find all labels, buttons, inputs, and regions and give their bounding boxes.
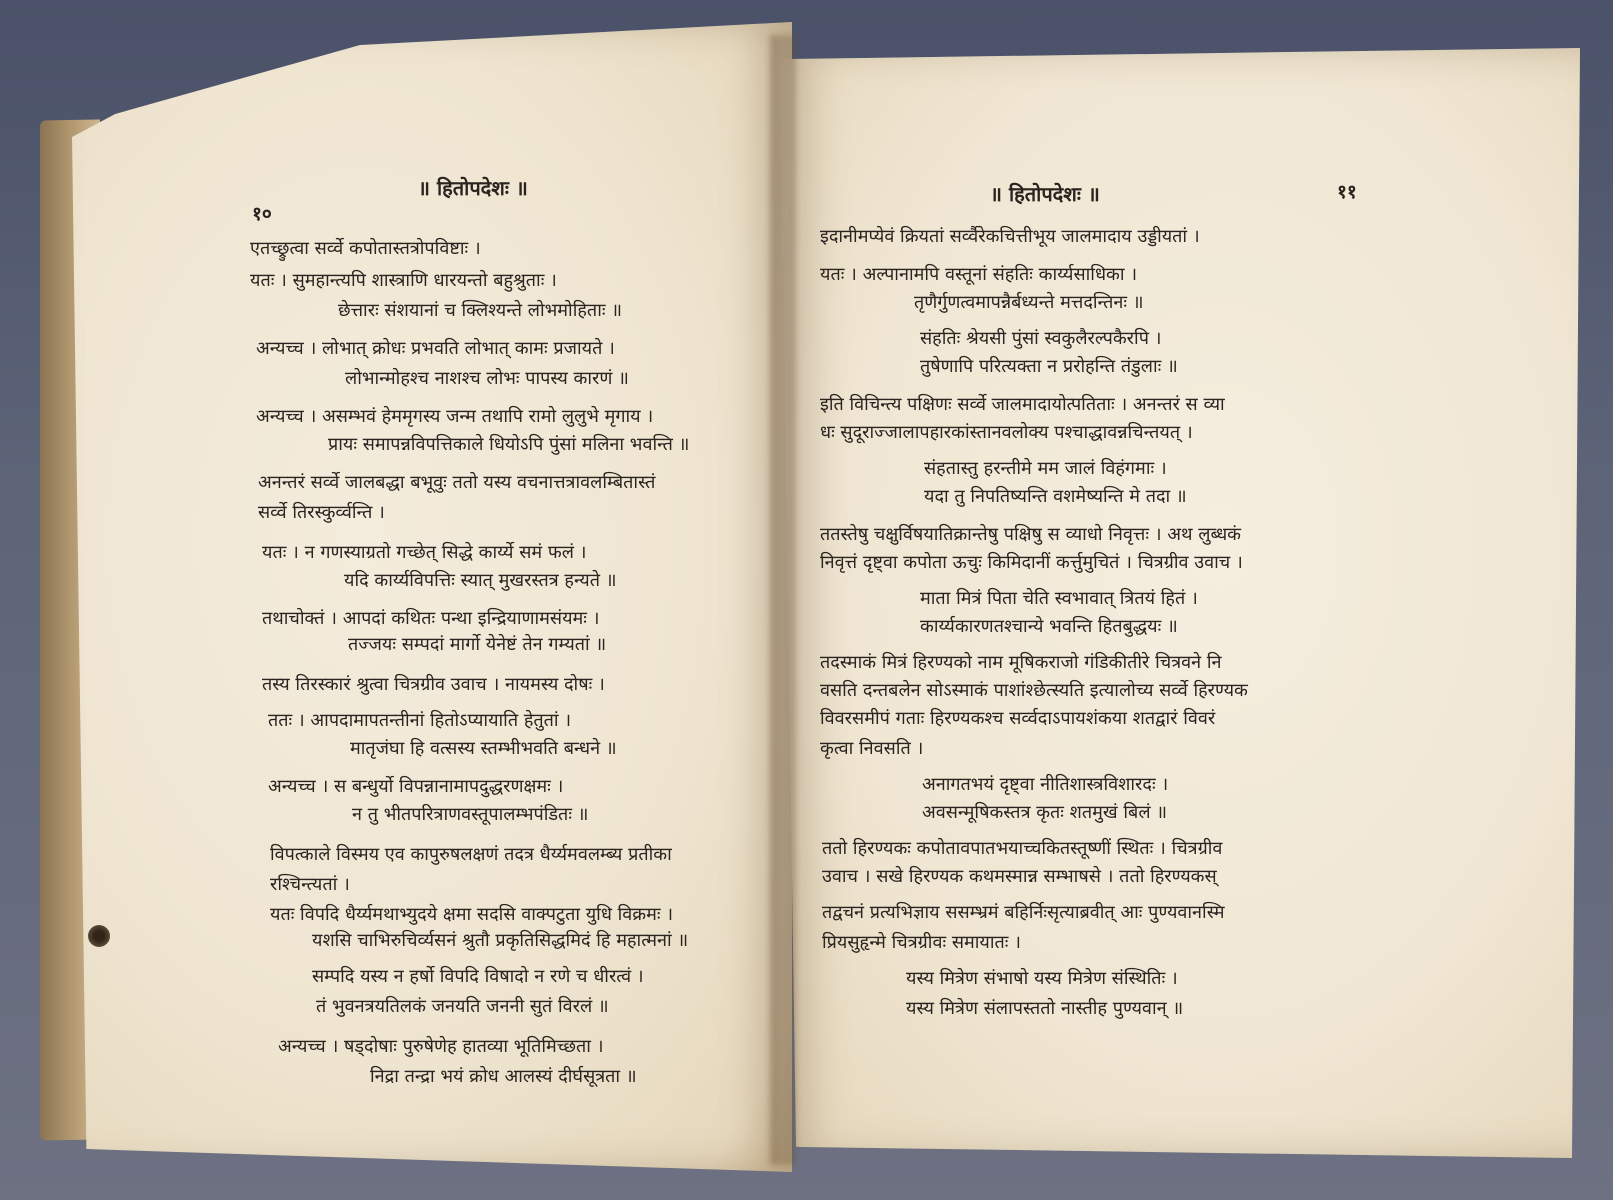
left-line: सम्पदि यस्य न हर्षो विपदि विषादो न रणे च धीरत्वं । xyxy=(312,966,644,987)
right-line: उवाच । सखे हिरण्यक कथमस्मान्न सम्भाषसे । ततो हिरण्यकस् xyxy=(822,866,1217,887)
right-line: इति विचिन्त्य पक्षिणः सर्व्वे जालमादायोत्पतिताः । अनन्तरं स व्या xyxy=(820,394,1225,415)
left-line: यतः विपदि धैर्य्यमथाभ्युदये क्षमा सदसि वाक्पटुता युधि विक्रमः । xyxy=(270,904,674,925)
right-line: यतः । अल्पानामपि वस्तूनां संहतिः कार्य्यसाधिका । xyxy=(820,264,1138,285)
left-line: अन्यच्च । लोभात् क्रोधः प्रभवति लोभात् कामः प्रजायते । xyxy=(256,338,615,359)
left-page-header: ॥ हितोपदेशः ॥ xyxy=(418,176,528,200)
left-line: ततः । आपदामापतन्तीनां हितोऽप्यायाति हेतुतां । xyxy=(268,710,572,731)
left-line: रश्चिन्त्यतां । xyxy=(270,874,350,895)
right-line: निवृत्तं दृष्ट्वा कपोता ऊचुः किमिदानीं कर्त्तुमुचितं । चित्रग्रीव उवाच । xyxy=(820,552,1243,573)
left-line: यतः । न गणस्याग्रतो गच्छेत् सिद्धे कार्य्ये समं फलं । xyxy=(262,542,587,563)
left-line: निद्रा तन्द्रा भयं क्रोध आलस्यं दीर्घसूत्रता ॥ xyxy=(370,1066,637,1087)
left-line: विपत्काले विस्मय एव कापुरुषलक्षणं तदत्र धैर्य्यमवलम्ब्य प्रतीका xyxy=(270,844,672,865)
left-line: अन्यच्च । स बन्धुर्यो विपन्नानामापदुद्धरणक्षमः । xyxy=(268,776,564,797)
left-line: एतच्छ्रुत्वा सर्व्वे कपोतास्तत्रोपविष्टाः । xyxy=(250,238,481,259)
right-line: कार्य्यकारणतश्चान्ये भवन्ति हितबुद्धयः ॥ xyxy=(920,616,1178,637)
right-line: तृणैर्गुणत्वमापन्नैर्बध्यन्ते मत्तदन्तिनः ॥ xyxy=(914,292,1144,313)
right-line: यदा तु निपतिष्यन्ति वशमेष्यन्ति मे तदा ॥ xyxy=(924,486,1187,507)
left-line: तं भुवनत्रयतिलकं जनयति जननी सुतं विरलं ॥ xyxy=(316,996,609,1017)
right-line: तुषेणापि परित्यक्ता न प्ररोहन्ति तंडुलाः ॥ xyxy=(920,356,1178,377)
left-line: प्रायः समापन्नविपत्तिकाले धियोऽपि पुंसां मलिना भवन्ति ॥ xyxy=(328,434,690,455)
ink-stain xyxy=(88,925,110,947)
right-line: संहतास्तु हरन्तीमे मम जालं विहंगमाः । xyxy=(924,458,1167,479)
right-line: प्रियसुहृन्मे चित्रग्रीवः समायातः । xyxy=(822,932,1021,953)
right-line: इदानीमप्येवं क्रियतां सर्व्वैरेकचित्तीभूय जालमादाय उड्डीयतां । xyxy=(820,226,1200,247)
left-line: तज्जयः सम्पदां मार्गो येनेष्टं तेन गम्यतां ॥ xyxy=(348,634,607,655)
left-line: यदि कार्य्यविपत्तिः स्यात् मुखरस्तत्र हन्यते ॥ xyxy=(344,570,617,591)
left-page-number: १० xyxy=(252,203,272,225)
left-line: मातृजंघा हि वत्सस्य स्तम्भीभवति बन्धने ॥ xyxy=(350,738,617,759)
right-line: माता मित्रं पिता चेति स्वभावात् त्रितयं हितं । xyxy=(920,588,1198,609)
right-line: संहतिः श्रेयसी पुंसां स्वकुलैरल्पकैरपि । xyxy=(920,328,1162,349)
left-line: छेत्तारः संशयानां च क्लिश्यन्ते लोभमोहिताः ॥ xyxy=(338,300,622,321)
right-line: यस्य मित्रेण संभाषो यस्य मित्रेण संस्थितिः । xyxy=(906,968,1178,989)
left-line: न तु भीतपरित्राणवस्तूपालम्भपंडितः ॥ xyxy=(352,804,589,825)
right-line: कृत्वा निवसति । xyxy=(820,738,924,759)
left-line: अन्यच्च । षड्दोषाः पुरुषेणेह हातव्या भूतिमिच्छता । xyxy=(278,1036,604,1057)
right-page-number: ११ xyxy=(1337,181,1357,203)
right-line: धः सुदूराज्जालापहारकांस्तानवलोक्य पश्चाद्धावन्नचिन्तयत् । xyxy=(820,422,1193,443)
left-line: यतः । सुमहान्त्यपि शास्त्राणि धारयन्तो बहुश्रुताः । xyxy=(250,270,557,291)
right-line: तदस्माकं मित्रं हिरण्यको नाम मूषिकराजो गंडिकीतीरे चित्रवने नि xyxy=(820,652,1222,673)
left-line: सर्व्वे तिरस्कुर्व्वन्ति । xyxy=(258,502,385,523)
left-line: लोभान्मोहश्च नाशश्च लोभः पापस्य कारणं ॥ xyxy=(345,368,629,389)
right-line: अवसन्मूषिकस्तत्र कृतः शतमुखं बिलं ॥ xyxy=(922,802,1168,823)
left-line: तस्य तिरस्कारं श्रुत्वा चित्रग्रीव उवाच । नायमस्य दोषः । xyxy=(262,674,605,695)
left-line: अनन्तरं सर्व्वे जालबद्धा बभूवुः ततो यस्य वचनात्तत्रावलम्बितास्तं xyxy=(258,472,656,493)
right-page-header: ॥ हितोपदेशः ॥ xyxy=(990,182,1100,206)
left-line: अन्यच्च । असम्भवं हेममृगस्य जन्म तथापि रामो लुलुभे मृगाय । xyxy=(256,406,654,427)
right-line: ततस्तेषु चक्षुर्विषयातिक्रान्तेषु पक्षिषु स व्याधो निवृत्तः । अथ लुब्धकं xyxy=(820,524,1241,545)
right-line: ततो हिरण्यकः कपोतावपातभयाच्चकितस्तूष्णीं स्थितः । चित्रग्रीव xyxy=(822,838,1223,859)
left-line: तथाचोक्तं । आपदां कथितः पन्था इन्द्रियाणामसंयमः । xyxy=(262,608,600,629)
left-line: यशसि चाभिरुचिर्व्यसनं श्रुतौ प्रकृतिसिद्धमिदं हि महात्मनां ॥ xyxy=(312,930,689,951)
right-line: तद्वचनं प्रत्यभिज्ञाय ससम्भ्रमं बहिर्निःसृत्याब्रवीत् आः पुण्यवानस्मि xyxy=(822,902,1225,923)
book-gutter xyxy=(770,35,796,1165)
right-line: यस्य मित्रेण संलापस्ततो नास्तीह पुण्यवान् ॥ xyxy=(906,998,1184,1019)
right-line: वसति दन्तबलेन सोऽस्माकं पाशांश्छेत्स्यति इत्यालोच्य सर्व्वे हिरण्यक xyxy=(820,680,1248,701)
right-line: विवरसमीपं गताः हिरण्यकश्च सर्व्वदाऽपायशंकया शतद्वारं विवरं xyxy=(820,708,1216,729)
right-line: अनागतभयं दृष्ट्वा नीतिशास्त्रविशारदः । xyxy=(922,774,1169,795)
